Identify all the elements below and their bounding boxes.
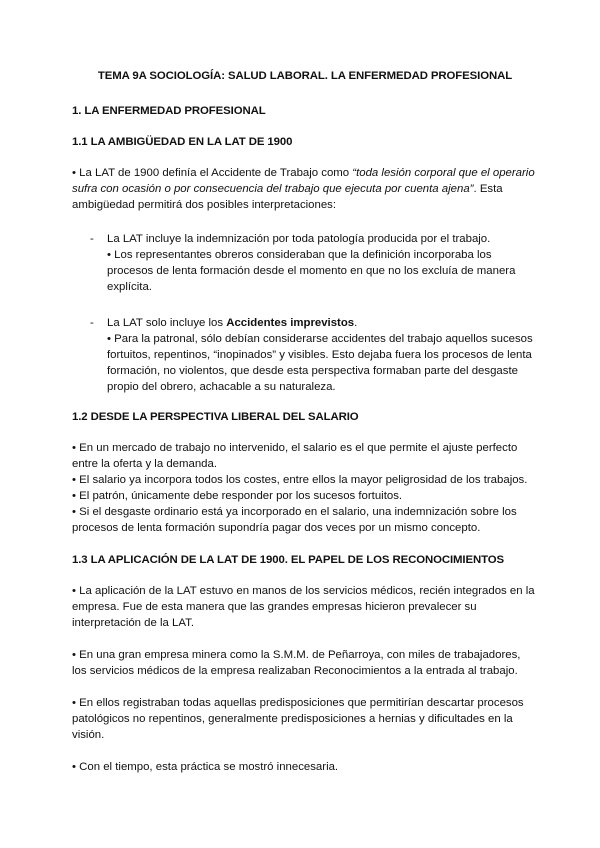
- bullet-item: • En un mercado de trabajo no intervenido, el salario es el que permite el ajuste perfecto entre la oferta y la demanda.: [72, 442, 518, 470]
- interpretation-detail: • Los representantes obreros consideraban que la definición incorporaba los procesos de lenta formación desde el momento en que no los excluía de manera explícita.: [107, 249, 516, 293]
- dash-marker: -: [90, 233, 94, 245]
- section-heading-1: 1. LA ENFERMEDAD PROFESIONAL: [72, 105, 266, 117]
- interpretation-item: [72, 231, 538, 295]
- interpretation-item: [72, 315, 538, 395]
- interpretation-text: La LAT incluye la indemnización por toda patología producida por el trabajo.: [107, 233, 491, 245]
- section-heading-1-2: 1.2 DESDE LA PERSPECTIVA LIBERAL DEL SALARIO: [72, 411, 359, 423]
- intro-quote: “toda lesión corporal que el operario sufra con ocasión o por consecuencia del trabajo que ejecuta por cuenta ajena”: [72, 167, 535, 195]
- intro-text-before: • La LAT de 1900 definía el Accidente de Trabajo como: [72, 167, 353, 179]
- interpretation-line: [107, 317, 357, 329]
- paragraph: • En una gran empresa minera como la S.M.M. de Peñarroya, con miles de trabajadores, los servicios médicos de la empresa realizaban Reconocimientos a la entrada al trabajo.: [72, 649, 521, 677]
- interpretation-line: [107, 233, 490, 245]
- intro-paragraph: [72, 165, 538, 213]
- intro-text-after: . Esta ambigüedad permitirá dos posibles interpretaciones:: [72, 183, 503, 211]
- paragraph: • Con el tiempo, esta práctica se mostró innecesaria.: [72, 761, 339, 773]
- bullet-item: • El salario ya incorpora todos los costes, entre ellos la mayor peligrosidad de los trabajos.: [72, 474, 528, 486]
- bullet-item: • El patrón, únicamente debe responder por los sucesos fortuitos.: [72, 490, 403, 502]
- interpretation-detail: • Para la patronal, sólo debían considerarse accidentes del trabajo aquellos sucesos fortuitos, repentinos, “inopinados” y visibles. Esto dejaba fuera los procesos de lenta formación, no violentos, que desde esta perspectiva formaban parte del desgaste propio del obrero, achacable a su naturaleza.: [107, 333, 533, 393]
- dash-marker: -: [90, 317, 94, 329]
- section-heading-1-3: 1.3 LA APLICACIÓN DE LA LAT DE 1900. EL PAPEL DE LOS RECONOCIMIENTOS: [72, 554, 505, 566]
- paragraph: • La aplicación de la LAT estuvo en manos de los servicios médicos, recién integrados en la empresa. Fue de esta manera que las grandes empresas hicieron prevalecer su interpretación de la LAT.: [72, 585, 535, 629]
- bullet-item: • Si el desgaste ordinario está ya incorporado en el salario, una indemnización sobre los procesos de lenta formación supondría pagar dos veces por un mismo concepto.: [72, 506, 517, 534]
- document-title: TEMA 9A SOCIOLOGÍA: SALUD LABORAL. LA ENFERMEDAD PROFESIONAL: [97, 70, 513, 82]
- paragraph: • En ellos registraban todas aquellas predisposiciones que permitirían descartar procesos patológicos no repentinos, generalmente predisposiciones a hernias y dificultades en la visión.: [72, 697, 524, 741]
- interpretation-punct: .: [354, 317, 358, 329]
- section-heading-1-1: 1.1 LA AMBIGÜEDAD EN LA LAT DE 1900: [72, 136, 293, 148]
- document-page: [72, 68, 538, 775]
- interpretation-text: La LAT solo incluye los: [107, 317, 227, 329]
- interpretation-bold: Accidentes imprevistos: [226, 317, 355, 329]
